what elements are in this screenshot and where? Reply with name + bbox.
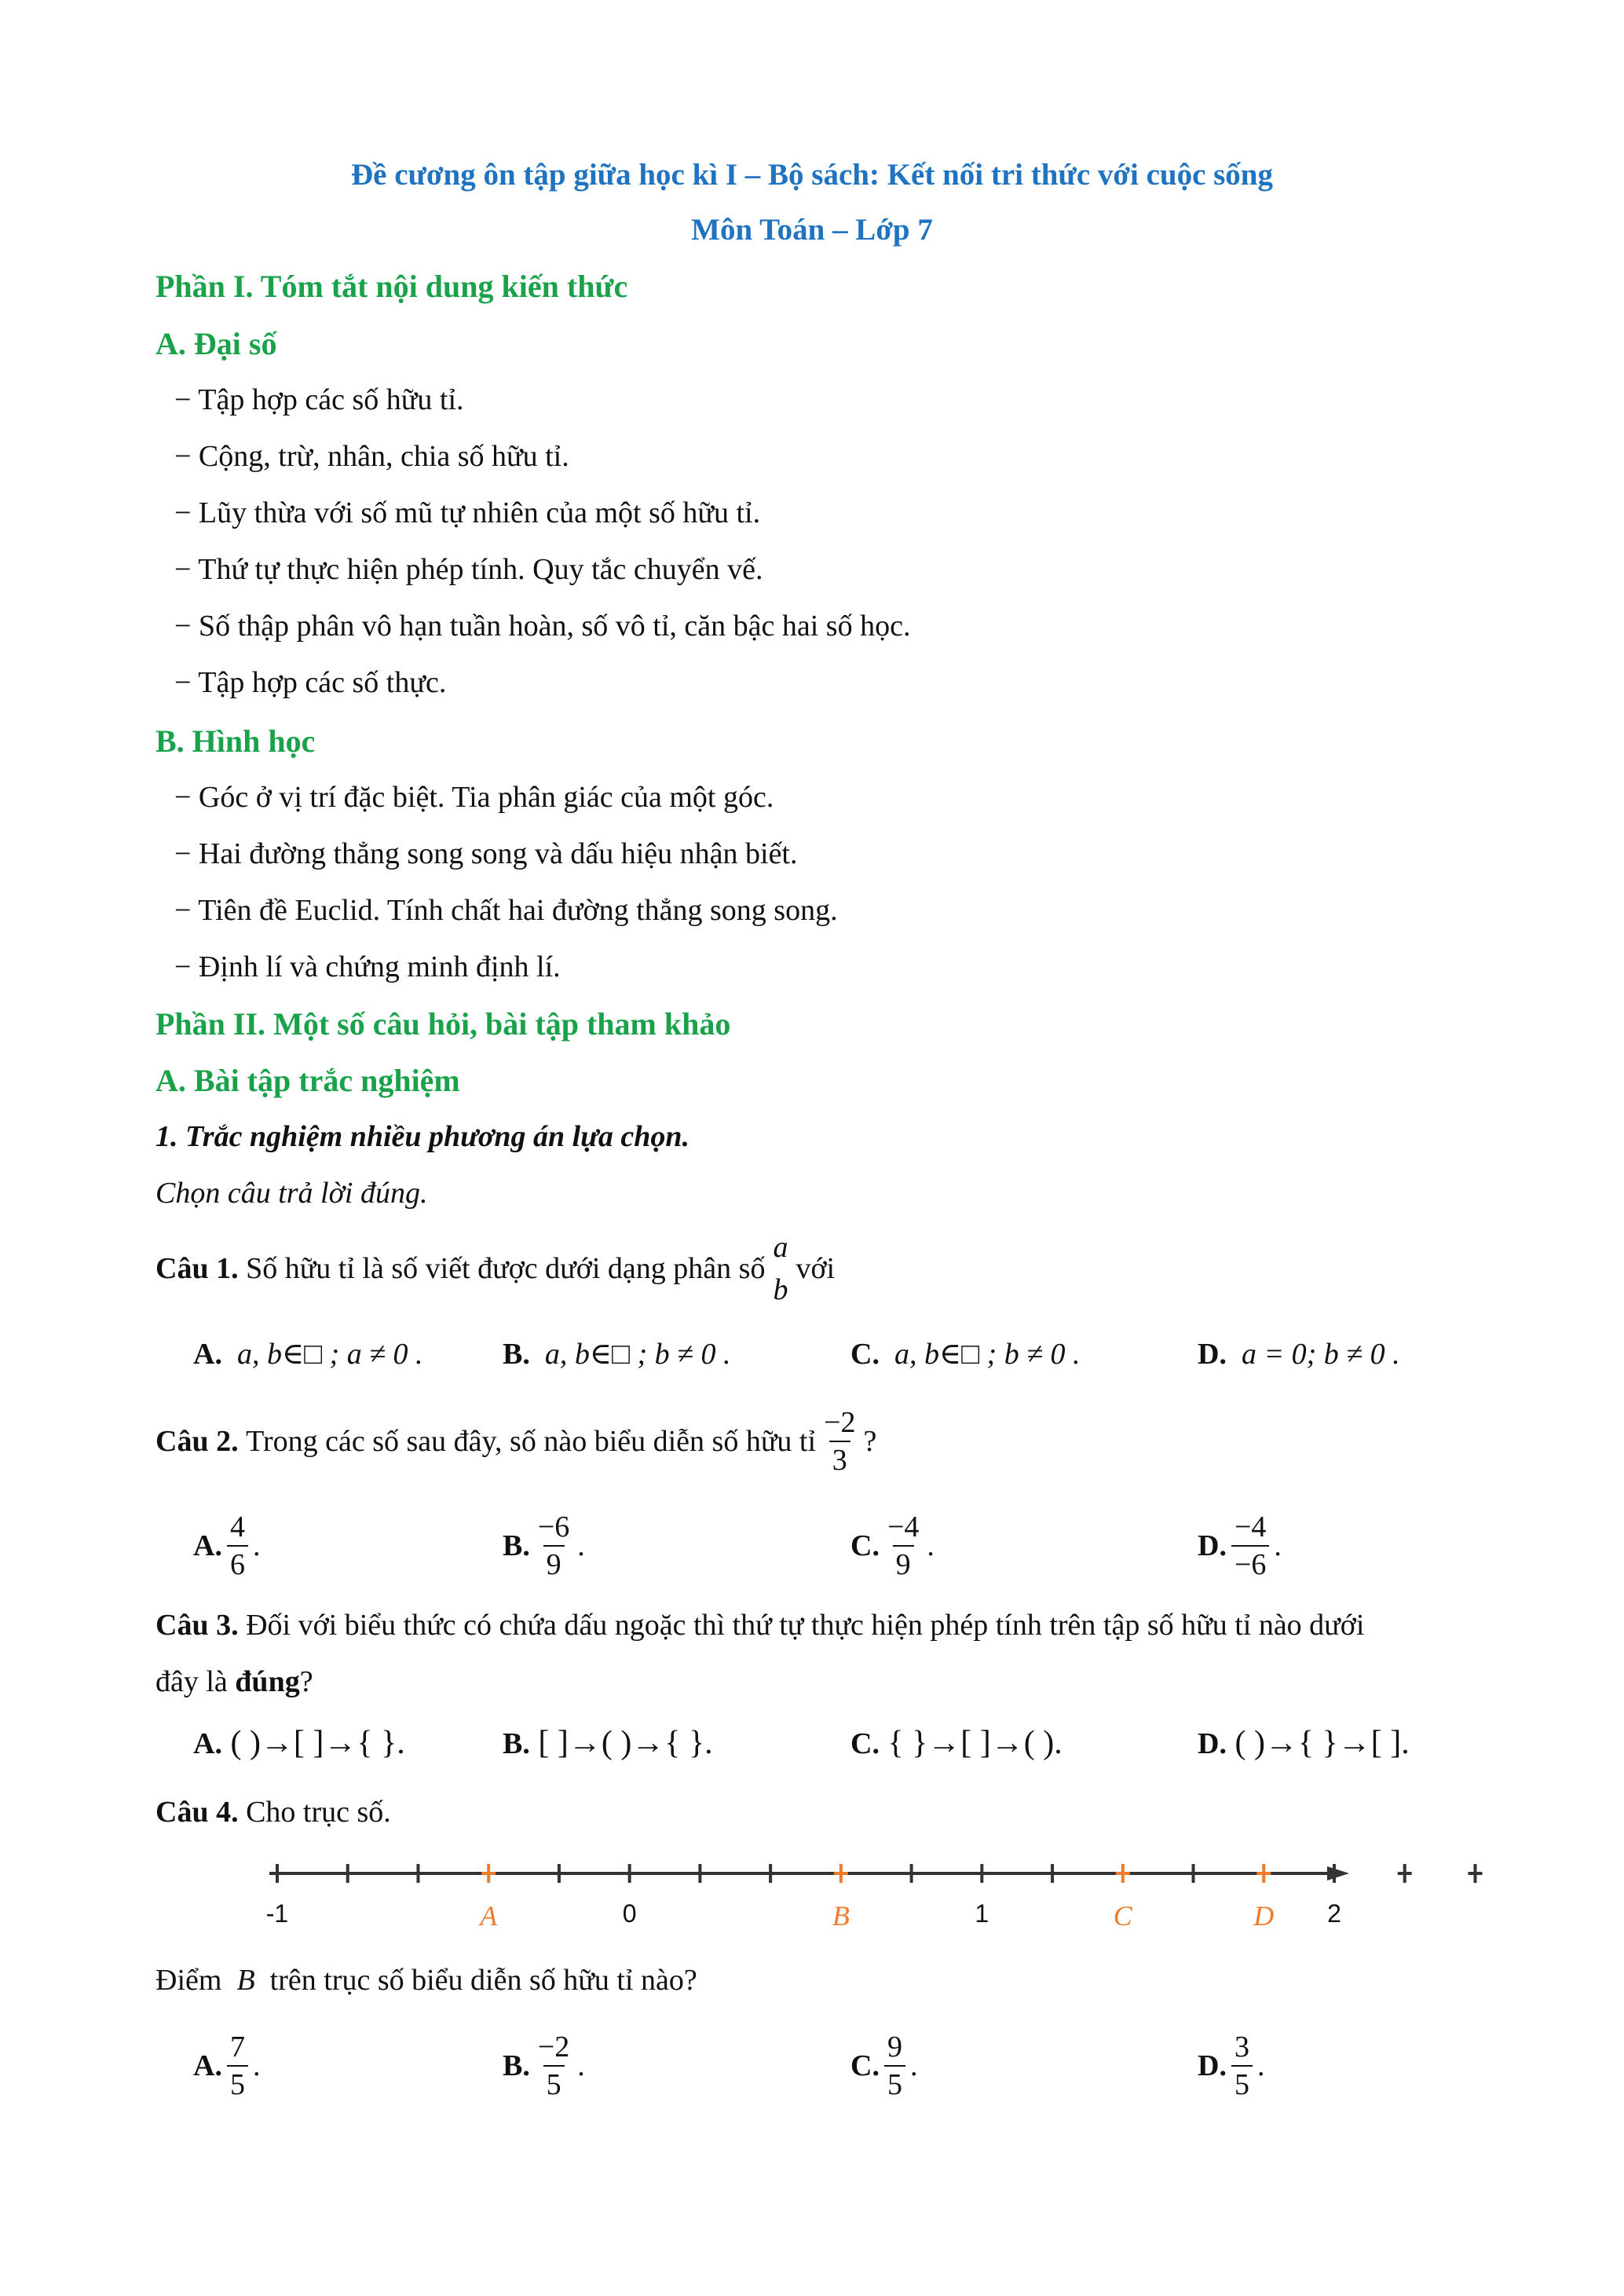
- instruction: Chọn câu trả lời đúng.: [155, 1177, 428, 1210]
- title-line-1: Đề cương ôn tập giữa học kì I – Bộ sách: Kết nối tri thức với cuộc sống: [351, 158, 1273, 192]
- number-line-label: 0: [622, 1899, 637, 1928]
- algebra-item: − Cộng, trừ, nhân, chia số hữu tỉ.: [174, 440, 569, 473]
- geometry-item: − Hai đường thẳng song song và dấu hiệu nhận biết.: [174, 837, 798, 870]
- part1-heading: Phần I. Tóm tắt nội dung kiến thức: [155, 269, 628, 304]
- question-text: Cho trục số.: [246, 1796, 391, 1829]
- question-4-prompt: Điểm B trên trục số biểu diễn số hữu tỉ nào?: [155, 1964, 697, 1997]
- number-line-label: -1: [265, 1899, 289, 1928]
- option-c[interactable]: C. $\frac{9}{5}$ .: [850, 2031, 918, 2101]
- question-label: Câu 4.: [155, 1796, 239, 1829]
- number-line-point-label: B: [832, 1900, 850, 1932]
- question-text: Đối với biểu thức có chứa dấu ngoặc thì thứ tự thực hiện phép tính trên tập số hữu tỉ nào dưới: [246, 1609, 1365, 1642]
- question-text: Trong các số sau đây, số nào biểu diễn số hữu tỉ: [246, 1425, 817, 1458]
- question-label: Câu 1.: [155, 1252, 239, 1285]
- geometry-item: − Định lí và chứng minh định lí.: [174, 950, 561, 983]
- option-d[interactable]: D. ( )→{ }→[ ].: [1198, 1725, 1410, 1761]
- option-b[interactable]: B. $\frac{-6}{9}$ .: [503, 1511, 585, 1581]
- option-d[interactable]: D. $\frac{-4}{-6}$ .: [1198, 1511, 1282, 1581]
- option-a[interactable]: A. $\frac{7}{5}$ .: [193, 2031, 261, 2101]
- section-a-heading: A. Bài tập trắc nghiệm: [155, 1063, 460, 1098]
- question-text: Số hữu tỉ là số viết được dưới dạng phân số: [246, 1252, 766, 1285]
- fraction-numerator: a: [773, 1231, 788, 1264]
- algebra-item: − Số thập phân vô hạn tuần hoàn, số vô tỉ, căn bậc hai số học.: [174, 610, 911, 643]
- option-a[interactable]: A. a, b∈□ ; a ≠ 0 .: [193, 1338, 423, 1371]
- question-label: Câu 3.: [155, 1609, 239, 1642]
- geometry-item: − Góc ở vị trí đặc biệt. Tia phân giác của một góc.: [174, 781, 774, 814]
- fraction-denominator: b: [773, 1273, 788, 1306]
- option-c[interactable]: C. $\frac{-4}{9}$ .: [850, 1511, 935, 1581]
- option-c[interactable]: C. { }→[ ]→( ).: [850, 1725, 1063, 1761]
- question-text-after: với: [796, 1252, 836, 1285]
- number-line-point-label: C: [1113, 1900, 1132, 1932]
- geometry-heading: B. Hình học: [155, 723, 316, 759]
- option-a[interactable]: A. ( )→[ ]→{ }.: [193, 1725, 405, 1761]
- option-a[interactable]: A. $\frac{4}{6}$ .: [193, 1511, 261, 1581]
- algebra-heading: A. Đại số: [155, 326, 277, 361]
- option-b[interactable]: B. [ ]→( )→{ }.: [503, 1725, 713, 1761]
- option-b[interactable]: B. $\frac{-2}{5}$ .: [503, 2031, 585, 2101]
- sub-heading-1: 1. Trắc nghiệm nhiều phương án lựa chọn.: [155, 1120, 690, 1153]
- number-line-label: 2: [1327, 1899, 1341, 1928]
- option-d[interactable]: D. a = 0; b ≠ 0 .: [1198, 1338, 1400, 1371]
- question-label: Câu 2.: [155, 1425, 239, 1458]
- option-b[interactable]: B. a, b∈□ ; b ≠ 0 .: [503, 1338, 731, 1371]
- algebra-item: − Tập hợp các số thực.: [174, 666, 447, 699]
- number-line-label: 1: [975, 1899, 989, 1928]
- number-line-point-label: D: [1253, 1900, 1275, 1932]
- option-d[interactable]: D. $\frac{3}{5}$ .: [1198, 2031, 1265, 2101]
- point-variable: B: [236, 1964, 255, 1997]
- algebra-item: − Tập hợp các số hữu tỉ.: [174, 383, 464, 416]
- question-text-after: ?: [863, 1425, 877, 1458]
- title-line-2: Môn Toán – Lớp 7: [691, 213, 933, 247]
- algebra-item: − Lũy thừa với số mũ tự nhiên của một số hữu tỉ.: [174, 496, 761, 529]
- algebra-item: − Thứ tự thực hiện phép tính. Quy tắc chuyển vế.: [174, 553, 763, 586]
- option-c[interactable]: C. a, b∈□ ; b ≠ 0 .: [850, 1338, 1081, 1371]
- part2-heading: Phần II. Một số câu hỏi, bài tập tham khảo: [155, 1006, 731, 1042]
- fraction-numerator: −2: [824, 1406, 856, 1439]
- fraction-denominator: 3: [829, 1441, 850, 1475]
- geometry-item: − Tiên đề Euclid. Tính chất hai đường thẳng song song.: [174, 894, 838, 927]
- number-line-point-label: A: [480, 1900, 498, 1932]
- question-3-line-2: đây là đúng?: [155, 1665, 313, 1698]
